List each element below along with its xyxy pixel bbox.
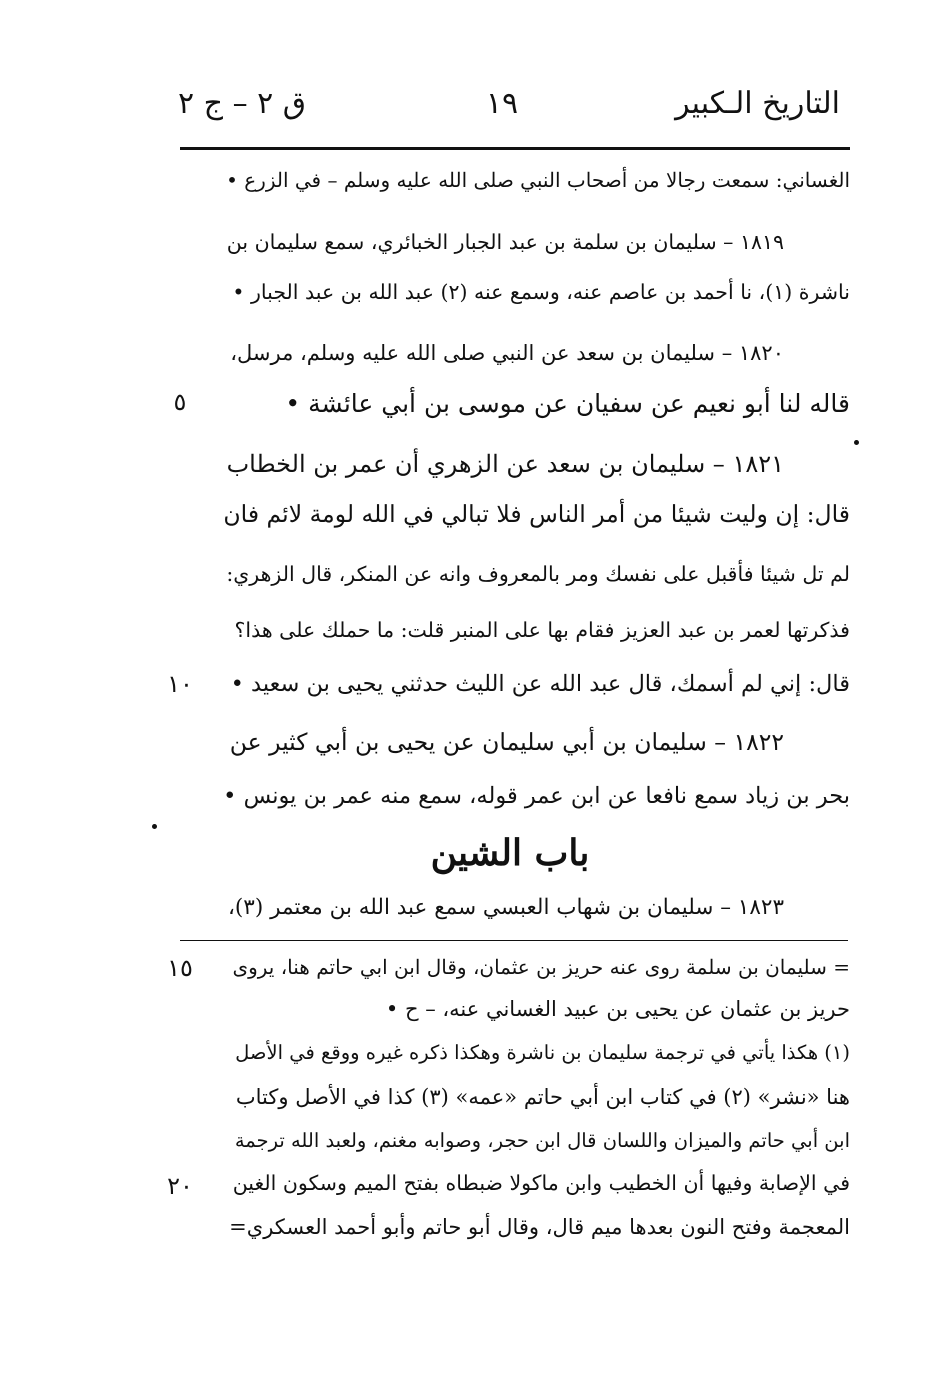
text-line: لم تل شيئا فأقبل على نفسك ومر بالمعروف وانه عن المنكر، قال الزهري: — [226, 562, 850, 586]
section-heading: باب الشين — [430, 832, 590, 874]
footnote-line: حريز بن عثمان عن يحيى بن عبيد الغساني عنه، – ح • — [385, 997, 850, 1021]
text-line: قال: إني لم أسمك، قال عبد الله عن الليث حدثني يحيى بن سعيد • — [230, 671, 850, 697]
margin-line-number: ٢٠ — [167, 1172, 193, 1200]
margin-line-number: ٥ — [173, 388, 187, 416]
footnote-line: ابن أبي حاتم والميزان واللسان قال ابن حجر، وصوابه مغنم، ولعبد الله ترجمة — [234, 1129, 850, 1152]
running-title: التاريخ الـكبير — [675, 86, 840, 121]
footnote-line: (١) هكذا يأتي في ترجمة سليمان بن ناشرة وهكذا ذكره غيره ووقع في الأصل — [235, 1041, 850, 1064]
footnote-line: المعجمة وفتح النون بعدها ميم قال، وقال أبو حاتم وأبو أحمد العسكري= — [229, 1215, 850, 1239]
text-line: بحر بن زياد سمع نافعا عن ابن عمر قوله، سمع منه عمر بن يونس • — [223, 783, 850, 809]
volume-part-label: ق ٢ – ج ٢ — [178, 86, 307, 121]
header-rule — [180, 147, 850, 150]
footnote-line: = سليمان بن سلمة روى عنه حريز بن عثمان، وقال ابن ابي حاتم هنا، يروى — [232, 955, 850, 979]
text-line: قاله لنا أبو نعيم عن سفيان عن موسى بن أبي عائشة • — [285, 389, 850, 418]
margin-line-number: ١٥ — [167, 954, 193, 982]
footnote-line: في الإصابة وفيها أن الخطيب وابن ماكولا ضبطاه بفتح الميم وسكون الغين — [232, 1171, 850, 1195]
entry-1819-line: ١٨١٩ – سليمان بن سلمة بن عبد الجبار الخبائري، سمع سليمان بن — [226, 230, 784, 254]
text-line: ناشرة (١)، نا أحمد بن عاصم عنه، وسمع عنه (٢) عبد الله بن عبد الجبار • — [232, 280, 850, 304]
footnote-rule — [180, 940, 848, 941]
page-number: ١٩ — [485, 86, 519, 121]
entry-1821-line: ١٨٢١ – سليمان بن سعد عن الزهري أن عمر بن الخطاب — [226, 450, 784, 478]
text-line: الغساني: سمعت رجالا من أصحاب النبي صلى الله عليه وسلم – في الزرع • — [226, 168, 850, 192]
footnote-line: هنا «نشر» (٢) في كتاب ابن أبي حاتم «عمه» (٣) كذا في الأصل وكتاب — [235, 1085, 850, 1109]
margin-mark — [152, 824, 157, 829]
margin-mark — [854, 440, 859, 445]
entry-1823-line: ١٨٢٣ – سليمان بن شهاب العبسي سمع عبد الله بن معتمر (٣)، — [227, 895, 784, 920]
entry-1822-line: ١٨٢٢ – سليمان بن أبي سليمان عن يحيى بن أبي كثير عن — [229, 728, 784, 756]
entry-1820-line: ١٨٢٠ – سليمان بن سعد عن النبي صلى الله عليه وسلم، مرسل، — [230, 341, 784, 365]
margin-line-number: ١٠ — [167, 670, 193, 698]
text-line: فذكرتها لعمر بن عبد العزيز فقام بها على المنبر قلت: ما حملك على هذا؟ — [234, 618, 850, 642]
text-line: قال: إن وليت شيئا من أمر الناس فلا تبالي في الله لومة لائم فان — [223, 500, 850, 528]
